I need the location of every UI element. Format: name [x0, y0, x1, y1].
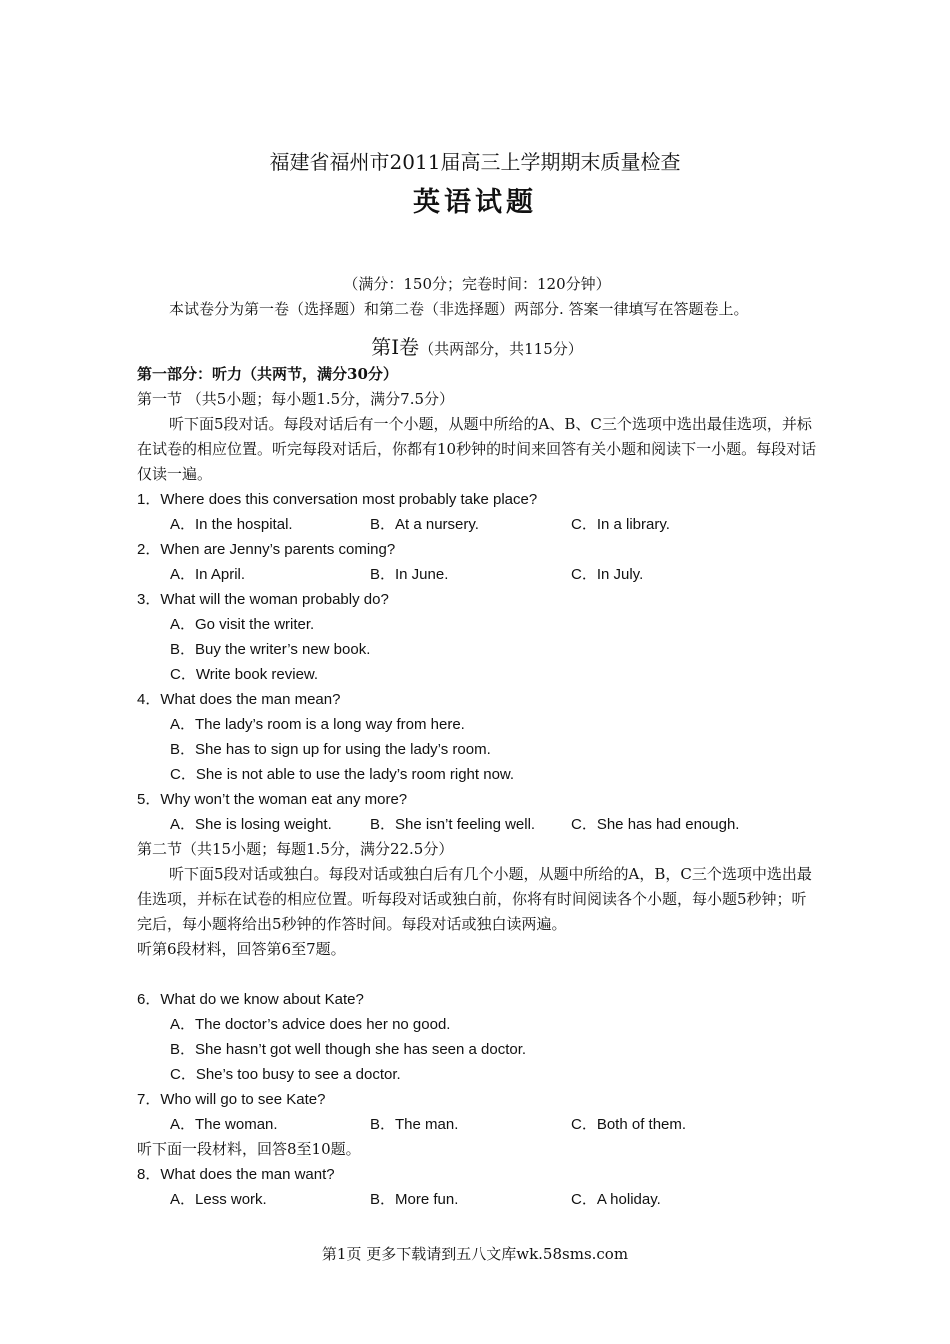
question-5: 5．Why won’t the woman eat any more?	[137, 791, 408, 808]
question-1-options	[137, 512, 817, 537]
question-3: 3．What will the woman probably do?	[137, 591, 389, 608]
question-8-options	[137, 1187, 817, 1212]
volume-note: （共两部分，共115分）	[419, 340, 583, 358]
subject-title: 英语试题	[413, 187, 537, 218]
option-b: B．At a nursery.	[370, 516, 479, 533]
page-footer: 第1页 更多下载请到五八文库wk.58sms.com	[321, 1245, 629, 1263]
option-a: A．She is losing weight.	[170, 816, 332, 833]
option-a: A．Go visit the writer.	[170, 616, 315, 633]
option-a: A．The woman.	[170, 1116, 278, 1133]
question-2: 2．When are Jenny’s parents coming?	[137, 541, 396, 558]
question-6: 6．What do we know about Kate?	[137, 991, 364, 1008]
option-c: C．She’s too busy to see a doctor.	[170, 1066, 401, 1083]
question-2-options	[137, 562, 817, 587]
option-c: C．She has had enough.	[571, 816, 740, 833]
section2-directions: 听下面5段对话或独白。每段对话或独白后有几个小题，从题中所给的A，B，C三个选项中选出最佳选项，并标在试卷的相应位置。听每段对话或独白前，你将有时间阅读各个小题，每小题5秒钟；听完后，每小题将给出5秒钟的作答时间。每段对话或独白读两遍。	[137, 865, 812, 933]
exam-content	[137, 272, 817, 1212]
option-c: C．She is not able to use the lady’s room right now.	[170, 766, 515, 783]
question-7: 7．Who will go to see Kate?	[137, 1091, 326, 1108]
section1-title: 第一节 （共5小题；每小题1.5分，满分7.5分）	[137, 390, 455, 408]
volume-heading	[137, 335, 817, 362]
option-c: C．Both of them.	[571, 1116, 687, 1133]
option-b: B．More fun.	[370, 1191, 459, 1208]
option-b: B．She has to sign up for using the lady’s room.	[170, 741, 491, 758]
material-next-instruction: 听下面一段材料，回答8至10题。	[137, 1140, 361, 1158]
exam-title: 福建省福州市2011届高三上学期期末质量检查	[269, 150, 681, 174]
material-6-instruction: 听第6段材料，回答第6至7题。	[137, 940, 346, 958]
question-5-options	[137, 812, 817, 837]
option-b: B．The man.	[370, 1116, 459, 1133]
section1-directions: 听下面5段对话。每段对话后有一个小题，从题中所给的A、B、C三个选项中选出最佳选项，并标在试卷的相应位置。听完每段对话后，你都有10秒钟的时间来回答有关小题和阅读下一小题。每段对话仅读一遍。	[137, 415, 817, 483]
question-8: 8．What does the man want?	[137, 1166, 335, 1183]
score-time-line: （满分：150分；完卷时间：120分钟）	[343, 275, 611, 293]
option-a: A．The lady’s room is a long way from here.	[170, 716, 465, 733]
option-c: C．A holiday.	[571, 1191, 661, 1208]
option-b: B．In June.	[370, 566, 449, 583]
option-c: C．Write book review.	[170, 666, 319, 683]
option-b: B．Buy the writer’s new book.	[170, 641, 371, 658]
question-1: 1．Where does this conversation most probably take place?	[137, 491, 538, 508]
volume-title: 第Ⅰ卷	[371, 335, 420, 359]
option-a: A．The doctor’s advice does her no good.	[170, 1016, 451, 1033]
option-c: C．In a library.	[571, 516, 670, 533]
option-a: A．Less work.	[170, 1191, 267, 1208]
part1-title: 第一部分：听力（共两节，满分30分）	[137, 365, 398, 383]
option-b: B．She isn’t feeling well.	[370, 816, 536, 833]
spacer	[137, 962, 817, 987]
section2-title: 第二节（共15小题；每题1.5分，满分22.5分）	[137, 840, 454, 858]
option-a: A．In April.	[170, 566, 246, 583]
option-b: B．She hasn’t got well though she has seen a doctor.	[170, 1041, 527, 1058]
instructions: 本试卷分为第一卷（选择题）和第二卷（非选择题）两部分. 答案一律填写在答题卷上。	[169, 300, 749, 318]
option-a: A．In the hospital.	[170, 516, 293, 533]
question-7-options	[137, 1112, 817, 1137]
option-c: C．In July.	[571, 566, 644, 583]
question-4: 4．What does the man mean?	[137, 691, 341, 708]
